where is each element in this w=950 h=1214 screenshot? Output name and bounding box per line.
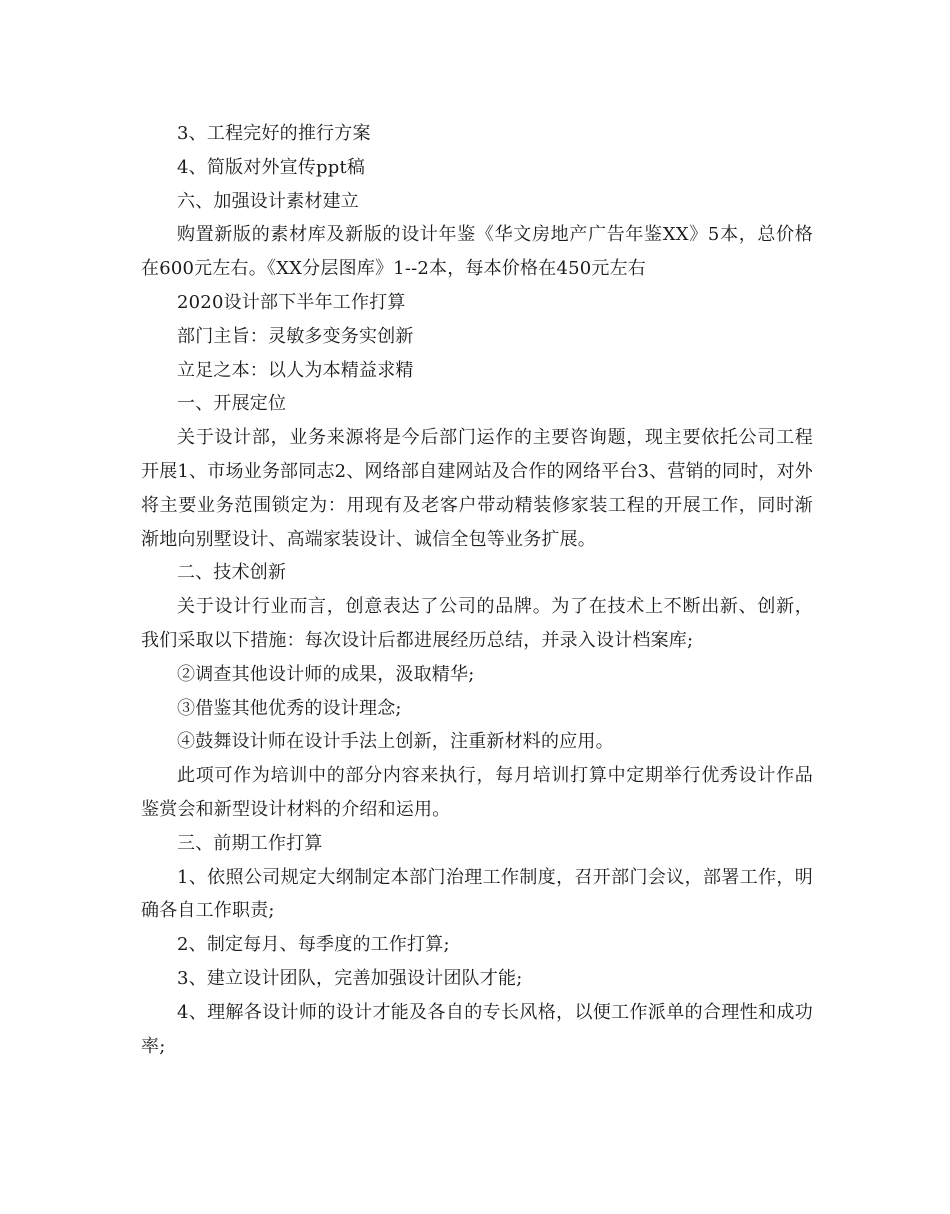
paragraph-1: 3、工程完好的推行方案	[177, 123, 371, 144]
section-heading-2: 二、技术创新	[177, 562, 287, 584]
paragraph-19: 3、建立设计团队，完善加强设计团队才能;	[177, 967, 523, 989]
paragraph-14: ④鼓舞设计师在设计手法上创新，注重新材料的应用。	[177, 731, 614, 753]
plan-title: 2020设计部下半年工作打算	[177, 291, 406, 313]
paragraph-11: 关于设计行业而言，创意表达了公司的品牌。为了在技术上不断出新、创新，我们采取以下措施：每次设计后都进展经历总结，并录入设计档案库;	[141, 596, 813, 651]
foundation-statement: 立足之本：以人为本精益求精	[177, 359, 414, 381]
paragraph-9: 关于设计部，业务来源将是今后部门运作的主要咨询题，现主要依托公司工程开展1、市场业务部同志2、网络部自建网站及合作的网络平台3、营销的同时，对外将主要业务范围锁定为：用现有及老客户带动精装修家装工程的开展工作，同时渐渐地向别墅设计、高端家装设计、诚信全包等业务扩展。	[141, 427, 813, 550]
paragraph-17: 1、依照公司规定大纲制定本部门治理工作制度，召开部门会议，部署工作，明确各自工作职责;	[141, 866, 813, 922]
document-body	[141, 117, 813, 1063]
section-heading-6: 六、加强设计素材建立	[177, 190, 359, 212]
paragraph-2: 4、简版对外宣传ppt稿	[177, 156, 366, 178]
paragraph-12: ②调查其他设计师的成果，汲取精华;	[177, 663, 475, 685]
paragraph-4: 购置新版的素材库及新版的设计年鉴《华文房地产广告年鉴XX》5本，总价格在600元左右。《XX分层图库》1--2本，每本价格在450元左右	[141, 224, 813, 280]
section-heading-3: 三、前期工作打算	[177, 832, 323, 854]
department-purpose: 部门主旨：灵敏多变务实创新	[177, 325, 414, 347]
paragraph-13: ③借鉴其他优秀的设计理念;	[177, 697, 402, 719]
paragraph-18: 2、制定每月、每季度的工作打算;	[177, 934, 450, 956]
paragraph-15: 此项可作为培训中的部分内容来执行，每月培训打算中定期举行优秀设计作品鉴赏会和新型设计材料的介绍和运用。	[141, 765, 813, 820]
section-heading-1: 一、开展定位	[177, 393, 287, 415]
paragraph-20: 4、理解各设计师的设计才能及各自的专长风格，以便工作派单的合理性和成功率;	[141, 1001, 813, 1057]
